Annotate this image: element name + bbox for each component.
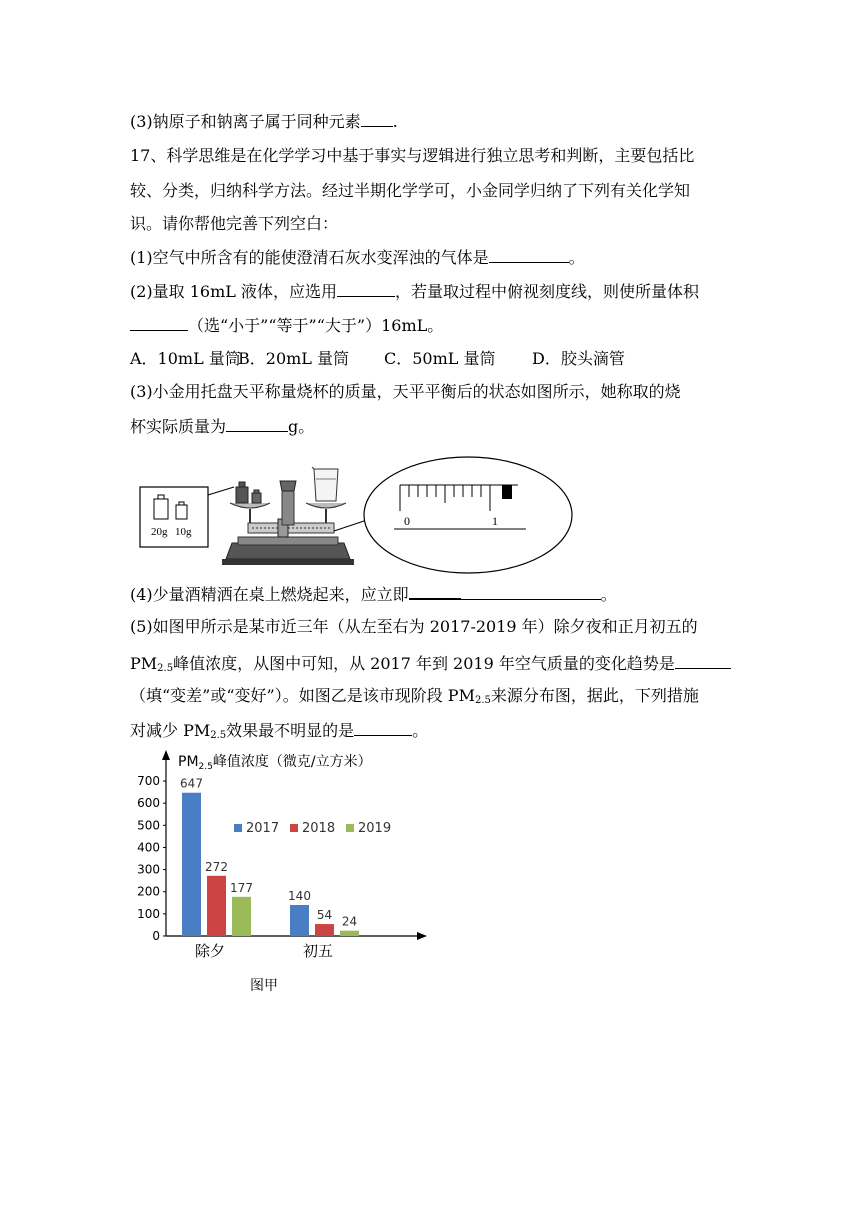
weight-20g-icon bbox=[154, 495, 168, 519]
y-tick-label: 600 bbox=[137, 796, 160, 811]
data-label: 54 bbox=[316, 908, 333, 923]
legend-swatch bbox=[346, 824, 354, 832]
bar-2019-1 bbox=[340, 931, 359, 936]
scale-label-0: 0 bbox=[404, 514, 410, 528]
q17-part5-cont2: （填“变差”或“变好”）。如图乙是该市现阶段 $PM_{2.5}$来源分布图，据此，下列措施 bbox=[130, 686, 699, 706]
q17-options bbox=[130, 348, 625, 370]
q17-intro-line1: 17、科学思维是在化学学习中基于事实与逻辑进行独立思考和判断，主要包括比 bbox=[130, 146, 695, 165]
option-c[interactable]: C．50mL 量筒 bbox=[384, 349, 496, 368]
scale-label-1: 1 bbox=[492, 514, 498, 528]
answer-blank[interactable] bbox=[354, 719, 412, 736]
tray-balance-icon bbox=[222, 467, 354, 565]
y-axis-arrow-icon bbox=[162, 750, 170, 760]
answer-blank[interactable] bbox=[361, 110, 393, 127]
y-tick-label: 300 bbox=[137, 862, 160, 877]
y-tick-label: 700 bbox=[137, 774, 160, 788]
option-b[interactable]: B．20mL 量筒 bbox=[238, 349, 350, 368]
q17-part5: (5)如图甲所示是某市近三年（从左至右为 2017-2019 年）除夕夜和正月初五的 bbox=[130, 617, 698, 636]
y-tick-label: 200 bbox=[137, 884, 160, 899]
q17-part2-cont: （选“小于”“等于”“大于”）16mL。 bbox=[130, 314, 443, 337]
bar-2019-0 bbox=[232, 897, 251, 936]
data-label: 177 bbox=[230, 880, 253, 895]
x-axis-arrow-icon bbox=[417, 932, 427, 940]
data-label: 140 bbox=[288, 889, 311, 903]
pm25-bar-chart bbox=[130, 748, 440, 998]
q17-intro-line2: 较、分类，归纳科学方法。经过半期化学学可，小金同学归纳了下列有关化学知 bbox=[130, 181, 691, 200]
q17-part2: (2)量取 16mL 液体，应选用 ，若量取过程中俯视刻度线，则使所量体积 bbox=[130, 282, 700, 301]
bar-2017-1 bbox=[290, 905, 309, 936]
y-tick-label: 0 bbox=[152, 929, 160, 943]
weight-label-10g: 10g bbox=[175, 526, 192, 538]
q16-part3: (3)钠原子和钠离子属于同种元素 . bbox=[130, 112, 398, 131]
answer-blank[interactable] bbox=[409, 582, 461, 600]
q17-part1: (1)空气中所含有的能使澄清石灰水变浑浊的气体是 。 bbox=[130, 248, 585, 267]
q17-part4: (4)少量酒精洒在桌上燃烧起来，应立即 。 bbox=[130, 582, 617, 606]
q17-part3: (3)小金用托盘天平称量烧杯的质量，天平平衡后的状态如图所示，她称取的烧 bbox=[130, 382, 681, 401]
y-tick-label: 500 bbox=[137, 818, 160, 833]
x-category-label: 除夕 bbox=[194, 942, 226, 960]
data-label: 272 bbox=[205, 859, 228, 874]
q17-part5-cont3: 对减少 $PM_{2.5}$效果最不明显的是 。 bbox=[130, 721, 429, 741]
legend-label: 2017 bbox=[246, 821, 280, 836]
legend-label: 2018 bbox=[302, 821, 336, 836]
legend-label: 2019 bbox=[358, 821, 392, 836]
chart-title: $PM_{2.5}$峰值浓度（微克/立方米） bbox=[178, 754, 372, 772]
bar-2018-1 bbox=[315, 924, 334, 936]
x-category-label: 初五 bbox=[302, 942, 334, 960]
bar-2018-0 bbox=[207, 876, 226, 936]
weight-label-20g: 20g bbox=[151, 526, 168, 538]
answer-blank[interactable] bbox=[675, 652, 731, 669]
weight-10g-icon bbox=[176, 502, 187, 519]
answer-blank[interactable] bbox=[130, 314, 188, 331]
bar-2017-0 bbox=[182, 793, 201, 936]
q17-intro-line3: 识。请你帮他完善下列空白： bbox=[130, 214, 339, 233]
data-label: 24 bbox=[341, 914, 358, 929]
legend-swatch bbox=[290, 824, 298, 832]
option-a[interactable]: A．10mL 量筒 bbox=[130, 349, 241, 368]
q17-part3-cont: 杯实际质量为 g。 bbox=[130, 417, 315, 436]
y-tick-label: 400 bbox=[137, 840, 160, 855]
answer-blank[interactable] bbox=[461, 583, 601, 600]
q17-part5-cont1: $PM_{2.5}$峰值浓度，从图中可知，从 2017 年到 2019 年空气质量的变化趋势是 bbox=[130, 652, 731, 680]
chart-caption: 图甲 bbox=[250, 978, 278, 994]
legend-swatch bbox=[234, 824, 242, 832]
balance-figure bbox=[138, 455, 718, 575]
data-label: 647 bbox=[180, 776, 203, 791]
answer-blank[interactable] bbox=[489, 246, 569, 263]
y-tick-label: 100 bbox=[137, 906, 160, 921]
answer-blank[interactable] bbox=[226, 415, 288, 432]
answer-blank[interactable] bbox=[337, 280, 395, 297]
option-d[interactable]: D．胶头滴管 bbox=[532, 349, 625, 368]
